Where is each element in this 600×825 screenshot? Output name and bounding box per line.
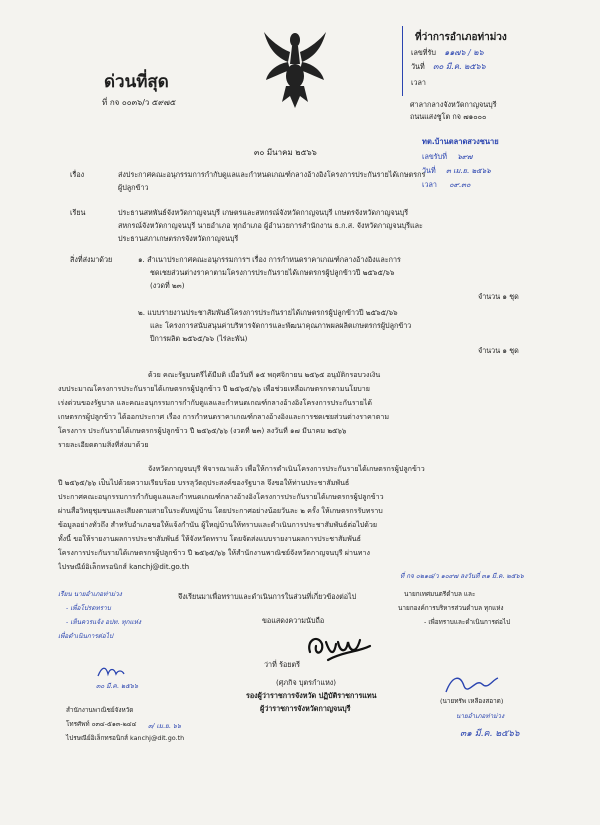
enclosure-1-line-2: ชดเชยส่วนต่างราคาตามโครงการประกันรายได้เกษตรกรผู้ปลูกข้าวปี ๒๕๖๕/๖๖ (150, 268, 395, 277)
receipt-time-label: เวลา (411, 78, 426, 87)
tambon-date: ๓ เม.ย. ๒๕๖๖ (445, 166, 491, 175)
document-date: ๓๐ มีนาคม ๒๕๖๖ (254, 148, 317, 157)
receipt-date-label: วันที่ (411, 62, 425, 71)
urgency-label: ด่วนที่สุด (104, 72, 169, 92)
receipt-no-label: เลขที่รับ (411, 48, 436, 57)
handwritten-left-2: - เพื่อโปรดทราบ (66, 604, 111, 612)
footer-office: สำนักงานพาณิชย์จังหวัด (66, 706, 134, 714)
para1-line-1: ด้วย คณะรัฐมนตรีได้มีมติ เมื่อวันที่ ๑๕ พฤศจิกายน ๒๕๖๕ อนุมัติกรอบวงเงิน (148, 370, 381, 379)
handwritten-left-date-2: ๓/ เม.ย. ๖๖ (148, 722, 181, 730)
enclosure-2-line-3: ปีการผลิต ๒๕๖๕/๖๖ (ไร่ละพัน) (150, 334, 248, 343)
garuda-emblem-icon (262, 30, 328, 112)
tambon-time: ๐๙.๓๐ (449, 180, 471, 189)
right-note-2: นายกองค์การบริหารส่วนตำบล ทุกแห่ง (398, 604, 504, 612)
signature-icon (304, 626, 376, 666)
receipt-stamp (402, 26, 553, 96)
para1-line-4: เกษตรกรผู้ปลูกข้าว ได้ออกประกาศ เรื่อง การกำหนดราคาเกณฑ์กลางอ้างอิงและการชดเชยส่วนต่างราคาตาม (58, 412, 390, 421)
handwritten-left-date-1: ๓๐ มี.ค. ๒๕๖๖ (96, 682, 139, 690)
para2-line-2: ปี ๒๕๖๕/๖๖ เป็นไปด้วยความเรียบร้อย บรรลุวัตถุประสงค์ของรัฐบาล จึงขอให้ท่านประชาสัมพันธ์ (58, 478, 350, 487)
receipt-no: ๑๑๗๖ / ๒๖ (444, 48, 484, 57)
tambon-date-label: วันที่ (422, 166, 436, 175)
para1-line-6: รายละเอียดตามสิ่งที่ส่งมาด้วย (58, 440, 149, 449)
right-sign-title: นายอำเภอท่าม่วง (456, 712, 505, 720)
subject-line-1: ส่งประกาศคณะอนุกรรมการกำกับดูแลและกำหนดเกณฑ์กลางอ้างอิงโครงการประกันรายได้เกษตรกร (118, 170, 426, 179)
para1-line-2: งบประมาณโครงการประกันรายได้เกษตรกรผู้ปลูกข้าว ปี ๒๕๖๕/๖๖ เพื่อช่วยเหลือเกษตรกรตามนโยบาย (58, 384, 370, 393)
para2-line-1: จังหวัดกาญจนบุรี พิจารณาแล้ว เพื่อให้การดำเนินโครงการประกันรายได้เกษตรกรผู้ปลูกข้าว (148, 464, 425, 473)
right-sign-date: ๓๑ มี.ค. ๒๕๖๖ (460, 729, 520, 739)
signer-title-1: รองผู้ว่าราชการจังหวัด ปฏิบัติราชการแทน (246, 691, 377, 700)
sender-address-2: ถนนแสงชูโต กจ ๗๑๐๐๐ (410, 112, 487, 121)
para2-line-7: โครงการประกันรายได้เกษตรกรผู้ปลูกข้าว ปี ๒๕๖๕/๖๖ ให้สำนักงานพาณิชย์จังหวัดกาญจนบุรี ผ่านทาง (58, 548, 370, 557)
signer-title-2: ผู้ว่าราชการจังหวัดกาญจนบุรี (260, 704, 351, 713)
tambon-stamp (418, 136, 550, 198)
to-label: เรียน (70, 208, 86, 217)
signer-name: (ศุภกิจ บุตรกำแหง) (276, 678, 337, 687)
doc-number: ที่ กจ ๐๐๓๖/ว ๕๙๗๕ (102, 98, 176, 107)
enclosure-2-line-2: และ โครงการสนับสนุนค่าบริหารจัดการและพัฒนาคุณภาพผลผลิตเกษตรกรผู้ปลูกข้าว (150, 321, 412, 330)
receipt-stamp-office: ที่ว่าการอำเภอท่าม่วง (415, 32, 507, 43)
para2-line-6: ทั้งนี้ ขอให้รายงานผลการประชาสัมพันธ์ ให้จังหวัดทราบ โดยจัดส่งแบบรายงานผลการประชาสัมพันธ์ (58, 534, 361, 543)
regards: ขอแสดงความนับถือ (262, 616, 325, 625)
enclosure-2-qty: จำนวน ๑ ชุด (478, 346, 519, 355)
acting-note: ว่าที่ ร้อยตรี (264, 660, 301, 669)
subject-label: เรื่อง (70, 170, 85, 179)
para2-line-5: ข้อมูลอย่างทั่วถึง สำหรับอำเภอขอให้แจ้งกำนัน ผู้ใหญ่บ้านให้ทราบและดำเนินการประชาสัมพันธ์ต่อไปด้วย (58, 520, 378, 529)
footer-phone: โทรศัพท์ ๐๓๔-๕๑๓-๒๔๔ (66, 720, 137, 728)
enclosure-1-line-3: (งวดที่ ๒๓) (150, 281, 185, 290)
receipt-date: ๓๐ มี.ค. ๒๕๖๖ (432, 62, 486, 71)
handwritten-left-1: เรียน นายอำเภอท่าม่วง (58, 590, 122, 598)
enclosure-1-line-1: ๑. สำเนาประกาศคณะอนุกรรมการฯ เรื่อง การกำหนดราคาเกณฑ์กลางอ้างอิงและการ (138, 255, 401, 264)
right-sign-name: (นายทรัพ เหลืองสอาด) (440, 697, 504, 705)
closing-line: จึงเรียนมาเพื่อทราบและดำเนินการในส่วนที่เกี่ยวข้องต่อไป (178, 592, 357, 601)
tambon-no-label: เลขรับที่ (422, 152, 447, 161)
right-note-3: - เพื่อทราบและดำเนินการต่อไป (424, 618, 511, 626)
subject-line-2: ผู้ปลูกข้าว (118, 183, 149, 192)
enclosure-label: สิ่งที่ส่งมาด้วย (70, 255, 113, 264)
handwritten-left-3: - เห็นควรแจ้ง อปท. ทุกแห่ง (66, 618, 141, 626)
enclosure-1-qty: จำนวน ๑ ชุด (478, 292, 519, 301)
footer-email: ไปรษณีย์อิเล็กทรอนิกส์ kanchj@dit.go.th (66, 734, 185, 742)
enclosure-2-line-1: ๒. แบบรายงานประชาสัมพันธ์โครงการประกันรายได้เกษตรกรผู้ปลูกข้าวปี ๒๕๖๕/๖๖ (138, 308, 398, 317)
tambon-no: ๖๙๗ (457, 152, 473, 161)
para1-line-3: เร่งด่วนของรัฐบาล และคณะอนุกรรมการกำกับดูแลและกำหนดเกณฑ์กลางอ้างอิงโครงการประกันรายได้ (58, 398, 372, 407)
tambon-stamp-office: ทต.บ้านตลาดสวงชนาย (422, 137, 499, 146)
para2-line-4: ผ่านสื่อวิทยุชุมชนและเสียงตามสายในระดับหมู่บ้าน โดยประกาศอย่างน้อยวันละ ๒ ครั้ง ให้เกษตรกรรับทราบ (58, 506, 383, 515)
right-note-ref: ที่ กจ ๐๒๑๘/ว ๑๐๙๗ ลงวันที่ ๓๑ มี.ค. ๒๕๖๖ (400, 572, 524, 580)
para2-line-3: ประกาศคณะอนุกรรมการกำกับดูแลและกำหนดเกณฑ์กลางอ้างอิงโครงการประกันรายได้เกษตรกรผู้ปลูกข้าว (58, 492, 384, 501)
to-line-1: ประธานสหพันธ์จังหวัดกาญจนบุรี เกษตรและสหกรณ์จังหวัดกาญจนบุรี เกษตรจังหวัดกาญจนบุรี (118, 208, 409, 217)
to-line-3: ประธานสภาเกษตรกรจังหวัดกาญจนบุรี (118, 234, 239, 243)
handwritten-left-4: เพื่อดำเนินการต่อไป (58, 632, 114, 640)
sender-address-1: ศาลากลางจังหวัดกาญจนบุรี (410, 100, 497, 109)
initials-icon (96, 664, 126, 680)
para1-line-5: โครงการ ประกันรายได้เกษตรกรผู้ปลูกข้าว ปี ๒๕๖๕/๖๖ (งวดที่ ๒๓) ลงวันที่ ๑๗ มีนาคม ๒๕๖๖ (58, 426, 347, 435)
right-note-1: นายกเทศมนตรีตำบล และ (404, 590, 476, 598)
tambon-time-label: เวลา (422, 180, 437, 189)
para2-line-8: ไปรษณีย์อิเล็กทรอนิกส์ kanchj@dit.go.th (58, 562, 190, 571)
to-line-2: สหกรณ์จังหวัดกาญจนบุรี นายอำเภอ ทุกอำเภอ ผู้อำนวยการสำนักงาน ธ.ก.ส. จังหวัดกาญจนบุรีและ (118, 221, 423, 230)
right-signature-icon (442, 670, 502, 700)
